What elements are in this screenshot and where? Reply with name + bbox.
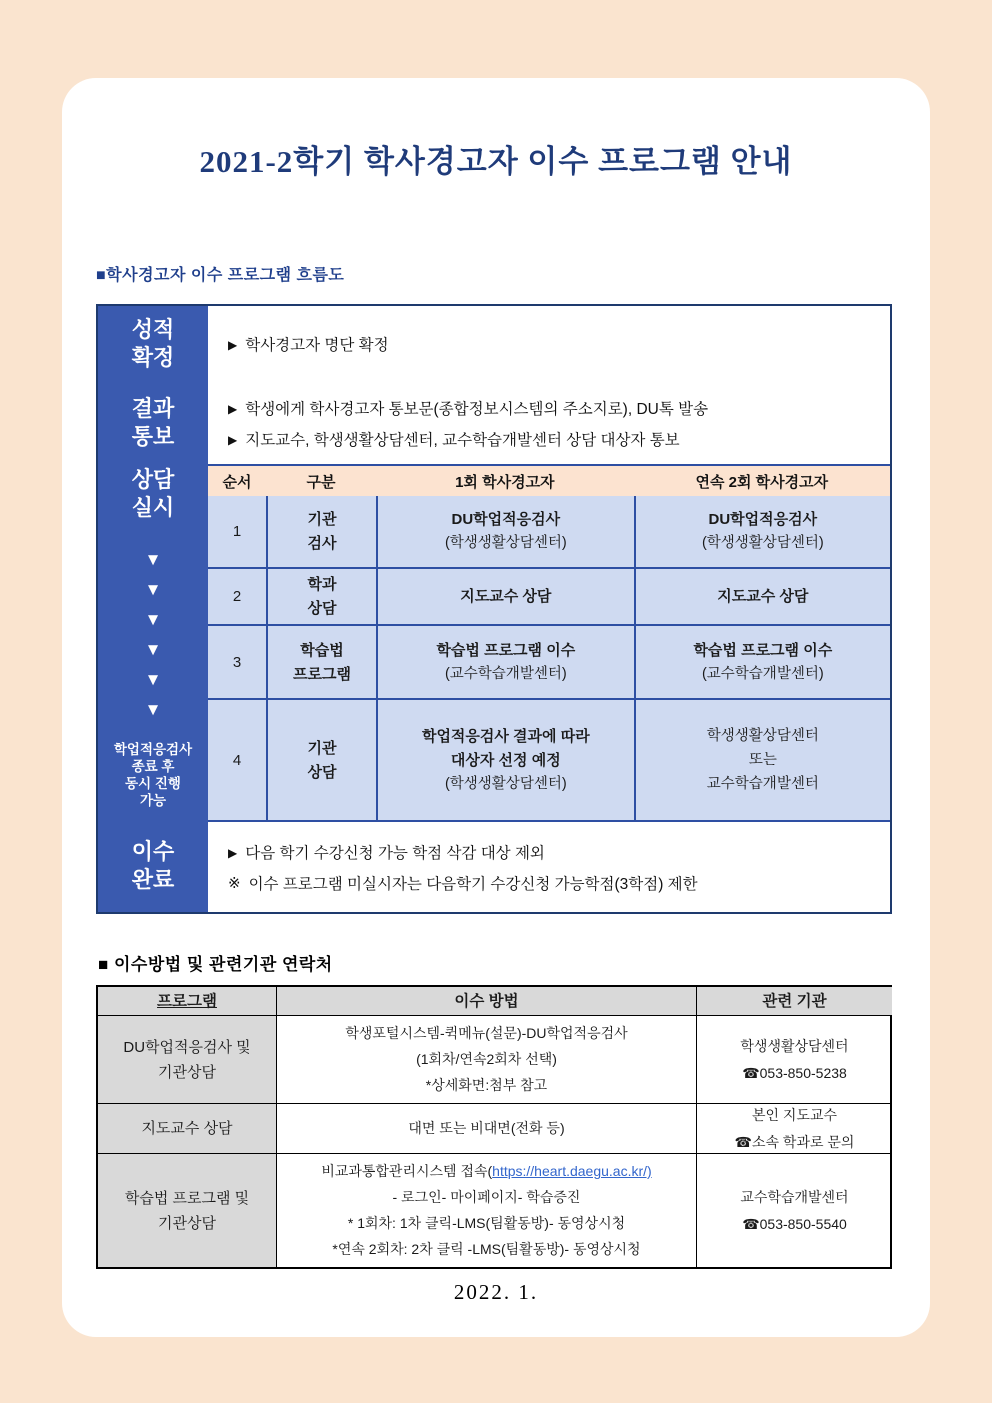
complete-items xyxy=(208,822,890,912)
table-row xyxy=(208,698,890,820)
stage-result-notify xyxy=(98,382,208,464)
method-text: 대면 또는 비대면(전화 등) xyxy=(408,1120,565,1136)
cell-line: 학생생활상담센터 xyxy=(706,727,819,744)
cell-order-no: 1 xyxy=(232,523,242,540)
flow-table xyxy=(96,304,892,914)
cell-category xyxy=(266,496,376,567)
flow-bullet-text: 지도교수, 학생생활상담센터, 교수학습개발센터 상담 대상자 통보 xyxy=(245,431,680,449)
document-card xyxy=(62,78,930,1337)
cell-line: 학업적응검사 결과에 따라 xyxy=(421,727,590,745)
method-line xyxy=(348,1214,625,1233)
flow-bullet-text: 다음 학기 수강신청 가능 학점 삭감 대상 제외 xyxy=(245,844,545,862)
down-arrow-icon: ▼ xyxy=(144,550,162,569)
cell-second-warning xyxy=(634,700,890,820)
flow-sidebar xyxy=(98,306,208,912)
col-header-second-warning: 연속 2회 학사경고자 xyxy=(695,473,829,491)
cell-line: 지도교수 상담 xyxy=(460,588,552,605)
cell-category xyxy=(266,569,376,624)
flow-bullet-text: 학사경고자 명단 확정 xyxy=(245,337,389,354)
text-line: 확정 xyxy=(131,345,175,370)
text-line: DU학업적응검사 및 xyxy=(123,1038,251,1056)
contact-section-heading: ■ 이수방법 및 관련기관 연락처 xyxy=(98,955,333,974)
flow-bullet-line xyxy=(228,333,890,355)
text-line: 실시 xyxy=(131,495,175,520)
cell-line: 대상자 선정 예정 xyxy=(450,751,561,769)
grade-items xyxy=(208,306,890,382)
cell-line: (학생생활상담센터) xyxy=(701,535,824,551)
method-text: 비교과통합관리시스템 접속( xyxy=(321,1163,493,1179)
table-row xyxy=(208,496,890,567)
cell-line: DU학업적응검사 xyxy=(451,511,561,528)
col-header-first-warning: 1회 학사경고자 xyxy=(455,473,555,491)
cell-second-warning xyxy=(634,626,890,698)
text-line: ☎소속 학과로 문의 xyxy=(734,1133,855,1150)
cell-order-no: 2 xyxy=(232,588,242,605)
contact-table xyxy=(96,985,892,1269)
text-line: 지도교수 상담 xyxy=(141,1120,233,1137)
cell-first-warning xyxy=(376,626,634,698)
contact-col-header xyxy=(276,987,696,1015)
contact-method-cell xyxy=(276,1153,696,1267)
text-line: 가능 xyxy=(139,793,167,808)
cell-line: 지도교수 상담 xyxy=(717,588,809,605)
method-line xyxy=(426,1076,547,1095)
text-line: 통보 xyxy=(131,424,175,449)
cell-second-warning xyxy=(634,496,890,567)
cell-line: 학습법 프로그램 이수 xyxy=(693,641,833,659)
cell-first-warning xyxy=(376,496,634,567)
flow-bullet-line xyxy=(228,872,890,894)
text-line: 동시 진행 xyxy=(125,776,181,791)
text-line: 성적 xyxy=(131,317,175,342)
cell-first-warning xyxy=(376,569,634,624)
cell-order-no: 3 xyxy=(232,653,242,671)
text-line: 기관상담 xyxy=(158,1214,216,1232)
text-line: 기관상담 xyxy=(158,1063,216,1081)
cell-first-warning xyxy=(376,700,634,820)
text-line: 완료 xyxy=(131,866,175,892)
cell-line: 또는 xyxy=(748,751,777,768)
cell-line: 검사 xyxy=(307,535,337,552)
method-line xyxy=(416,1050,557,1069)
flow-bullet-line xyxy=(228,397,890,419)
contact-program-cell xyxy=(98,1015,276,1103)
down-arrow-icon: ▼ xyxy=(144,700,162,719)
triangle-bullet-icon: ▶ xyxy=(228,845,238,860)
text-line: 상담 xyxy=(131,467,175,492)
contact-col-header-text: 관련 기관 xyxy=(762,992,827,1010)
method-text: (1회차/연속2회차 선택) xyxy=(416,1051,557,1067)
text-line: 결과 xyxy=(131,396,175,421)
text-line: ☎053-850-5238 xyxy=(742,1064,847,1081)
flow-section-heading: ■학사경고자 이수 프로그램 흐름도 xyxy=(96,267,345,284)
method-text: 학생포털시스템-퀵메뉴(설문)-DU학업적응검사 xyxy=(345,1025,628,1041)
text-line: 이수 xyxy=(131,838,175,864)
cell-line: 상담 xyxy=(307,763,337,781)
contact-org-cell xyxy=(696,1153,892,1267)
method-line xyxy=(321,1162,651,1181)
cell-line: 학과 xyxy=(307,576,337,593)
cell-second-warning xyxy=(634,569,890,624)
method-text: - 로그인- 마이페이지- 학습증진 xyxy=(392,1189,581,1205)
down-arrow-icon: ▼ xyxy=(144,580,162,599)
method-text: *연속 2회차: 2차 클릭 -LMS(팀활동방)- 동영상시청 xyxy=(332,1241,641,1257)
text-line: 종료 후 xyxy=(131,759,175,774)
stage-counsel-label xyxy=(132,466,175,522)
method-text: *상세화면:첨부 참고 xyxy=(425,1077,548,1093)
inner-table-body xyxy=(208,496,890,820)
flow-content xyxy=(208,306,890,912)
cell-line: (교수학습개발센터) xyxy=(444,665,567,682)
down-arrow-icon: ▼ xyxy=(144,640,162,659)
text-line: 학생생활상담센터 xyxy=(740,1037,849,1054)
contact-col-header-text: 이수 방법 xyxy=(454,992,519,1010)
cell-line: (교수학습개발센터) xyxy=(701,665,824,682)
flow-bullet-line xyxy=(228,841,890,863)
cell-line: 상담 xyxy=(307,600,337,617)
flow-bullet-text: 학생에게 학사경고자 통보문(종합정보시스템의 주소지로), DU톡 발송 xyxy=(245,400,709,418)
cell-line: 프로그램 xyxy=(293,665,351,683)
contact-col-header xyxy=(98,987,276,1015)
down-arrow-icon: ▼ xyxy=(144,610,162,629)
flow-bullet-text: 이수 프로그램 미실시자는 다음학기 수강신청 가능학점(3학점) 제한 xyxy=(248,875,698,893)
stage-note-label xyxy=(114,741,192,809)
table-row xyxy=(208,624,890,698)
triangle-bullet-icon: ▶ xyxy=(228,401,238,416)
cell-line: 기관 xyxy=(307,739,337,757)
text-line: ☎053-850-5540 xyxy=(742,1215,847,1232)
method-line xyxy=(345,1024,627,1043)
contact-program-cell xyxy=(98,1153,276,1267)
contact-col-header xyxy=(696,987,892,1015)
contact-org-cell xyxy=(696,1015,892,1103)
method-line xyxy=(332,1240,640,1259)
text-line: 본인 지도교수 xyxy=(751,1106,838,1123)
inner-table-header xyxy=(208,466,890,496)
cell-line: DU학업적응검사 xyxy=(708,511,818,528)
cell-line: (학생생활상담센터) xyxy=(444,535,567,551)
flow-down-arrows xyxy=(145,551,162,718)
cell-line: 교수학습개발센터 xyxy=(706,775,819,792)
cell-line: (학생생활상담센터) xyxy=(444,775,567,792)
flow-bullet-line xyxy=(228,428,890,450)
contact-program-cell xyxy=(98,1103,276,1153)
footer-date: 2022. 1. xyxy=(453,1280,539,1304)
text-line: 학업적응검사 xyxy=(113,742,193,757)
contact-method-cell xyxy=(276,1015,696,1103)
cell-category xyxy=(266,626,376,698)
cell-line: 학습법 xyxy=(300,641,344,659)
notify-items xyxy=(208,382,890,464)
stage-grade-confirm xyxy=(98,306,208,382)
method-line xyxy=(408,1119,564,1138)
triangle-bullet-icon: ▶ xyxy=(228,338,238,352)
cell-order-no: 4 xyxy=(232,751,242,769)
cell-category xyxy=(266,700,376,820)
method-text: * 1회차: 1차 클릭-LMS(팀활동방)- 동영상시청 xyxy=(347,1215,626,1231)
contact-col-header-text: 프로그램 xyxy=(157,992,217,1010)
table-row xyxy=(208,567,890,624)
contact-method-cell xyxy=(276,1103,696,1153)
method-line xyxy=(393,1188,581,1207)
down-arrow-icon: ▼ xyxy=(144,670,162,689)
page-title: 2021-2학기 학사경고자 이수 프로그램 안내 xyxy=(199,144,793,179)
cell-line: 학습법 프로그램 이수 xyxy=(436,641,576,659)
col-header-no: 순서 xyxy=(222,473,252,491)
stage-complete-label xyxy=(98,819,208,912)
triangle-bullet-icon: ▶ xyxy=(228,432,238,447)
contact-org-cell xyxy=(696,1103,892,1153)
heart-system-link[interactable]: https://heart.daegu.ac.kr/) xyxy=(492,1163,652,1179)
note-mark-icon: ※ xyxy=(228,874,241,892)
cell-line: 기관 xyxy=(307,511,337,528)
col-header-category: 구분 xyxy=(306,473,336,491)
text-line: 학습법 프로그램 및 xyxy=(124,1189,250,1207)
stage-counsel-block xyxy=(98,464,208,819)
text-line: 교수학습개발센터 xyxy=(740,1188,849,1205)
counsel-inner-table xyxy=(208,464,890,822)
